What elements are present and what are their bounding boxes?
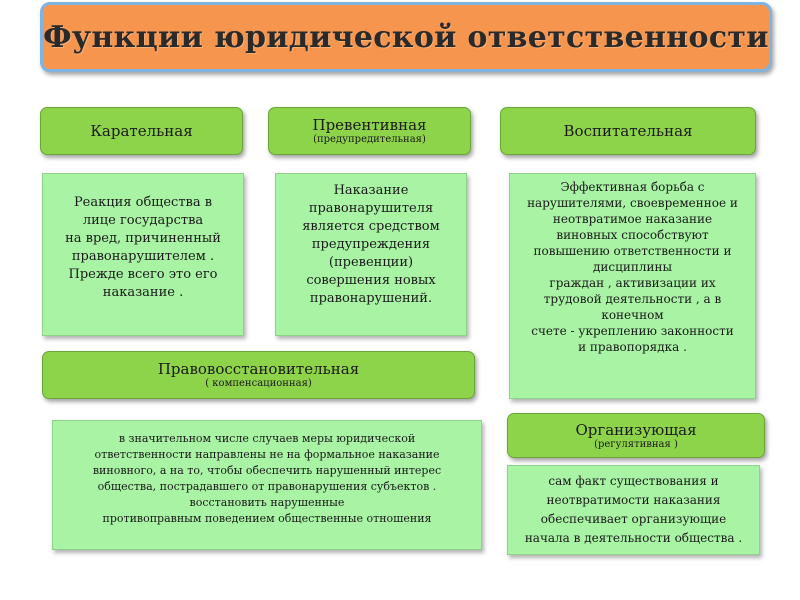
desc-punitive xyxy=(42,173,244,336)
header-organizing-sublabel: (регулятивная ) xyxy=(594,438,678,450)
desc-preventive xyxy=(275,173,467,336)
desc-educational-text: Эффективная борьба с нарушителями, своевременное и неотвратимое наказание виновных способствуют повышению ответственности и дисциплины граждан , активизации их трудовой деятельности , а в конечном счете - укреплению законности и правопорядка . xyxy=(527,180,738,354)
desc-organizing-text: сам факт существования и неотвратимости наказания обеспечивает организующие начала в деятельности общества . xyxy=(524,474,743,545)
title-banner xyxy=(40,2,772,72)
page-title: Функции юридической ответственности xyxy=(43,19,769,55)
header-punitive-label: Карательная xyxy=(90,122,193,140)
header-preventive-label: Превентивная xyxy=(312,116,427,134)
desc-educational xyxy=(509,173,756,399)
header-educational xyxy=(500,107,756,155)
header-preventive-sublabel: (предупредительная) xyxy=(313,134,426,145)
header-restorative xyxy=(42,351,475,399)
header-organizing-label: Организующая xyxy=(575,420,697,439)
desc-restorative-text: в значительном числе случаев меры юридической ответственности направлены не на формальное наказание виновного, а на то, чтобы обеспечить нарушенный интерес общества, пострадавшего от правонарушения субъектов . восстановить нарушенные противоправным поведением общественные отношения xyxy=(92,432,442,525)
header-educational-label: Воспитательная xyxy=(563,122,693,140)
header-preventive xyxy=(268,107,471,155)
desc-organizing xyxy=(507,465,760,555)
header-restorative-label: Правовосстановительная xyxy=(157,360,360,378)
header-punitive xyxy=(40,107,243,155)
desc-preventive-text: Наказание правонарушителя является средством предупреждения (превенции) совершения новых правонарушений. xyxy=(302,183,440,306)
header-restorative-sublabel: ( компенсационная) xyxy=(205,378,312,389)
header-organizing xyxy=(507,413,765,458)
desc-punitive-text: Реакция общества в лице государства на вред, причиненный правонарушителем . Прежде всего это его наказание . xyxy=(65,195,221,300)
desc-restorative xyxy=(52,420,482,550)
